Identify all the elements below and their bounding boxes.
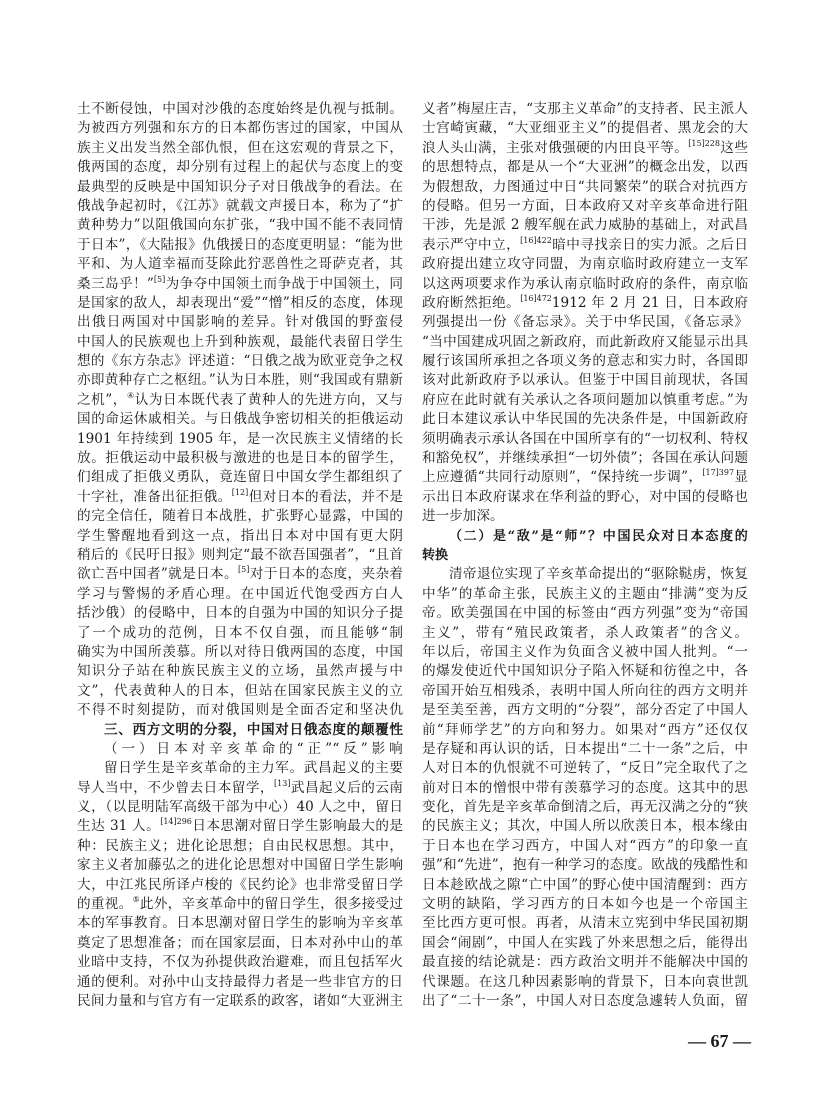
- text-segment: 国会“闹剧”，中国人在实践了外来思想之后，能得出: [422, 934, 748, 951]
- text-segment: 该对此新政府予以承认。但鉴于中国目前现状，各国: [422, 372, 748, 389]
- text-segment: 出俄日两国对中国影响的差异。针对俄国的野蛮侵: [77, 314, 403, 331]
- text-segment: 本的军事教育。日本思潮对留日学生的影响为辛亥革: [77, 915, 403, 932]
- text-segment: 人对日本的仇恨就不可逆转了，“反日”完全取代了之: [422, 760, 748, 777]
- text-line: [422, 158, 748, 177]
- citation-superscript: [15]228: [688, 138, 720, 148]
- text-segment: 导人当中，不少曾去日本留学，: [77, 779, 275, 796]
- text-line: [77, 934, 403, 953]
- text-segment: 最直接的结论就是：西方政治文明并不能解决中国的: [422, 954, 748, 971]
- text-line: [77, 604, 403, 623]
- text-line: [77, 449, 403, 468]
- text-line: [422, 119, 748, 138]
- text-line: [77, 236, 403, 255]
- text-line: [77, 294, 403, 313]
- text-segment: 业暗中支持，不仅为孙提供政治避难，而且包括军火: [77, 954, 403, 971]
- page-number: — 67 —: [688, 1031, 751, 1051]
- text-line: [422, 643, 748, 662]
- citation-superscript: [17]397: [702, 468, 735, 478]
- text-segment: 奠定了思想准备；而在国家层面，日本对孙中山的革: [77, 934, 403, 951]
- text-line: [77, 507, 403, 526]
- text-line: [77, 371, 403, 390]
- text-segment: 和豁免权”，并继续承担“一切外债”；各国在承认问题: [422, 450, 748, 467]
- text-segment: 义者”梅屋庄吉，“支那主义革命”的支持者、民主派人: [422, 101, 748, 117]
- text-line: [77, 391, 403, 410]
- text-segment: 1901 年持续到 1905 年，是一次民族主义情绪的长: [77, 430, 403, 447]
- text-line: [77, 178, 403, 197]
- text-segment: “当中国建成巩固之新政府，而此新政府又能显示出具: [422, 333, 748, 350]
- text-line: [77, 119, 403, 138]
- text-segment: 清帝退位实现了辛亥革命提出的“驱除鞑虏，恢复: [449, 566, 748, 583]
- text-line: [422, 294, 748, 313]
- text-line: [422, 662, 748, 681]
- text-line: [422, 817, 748, 836]
- text-line: [77, 837, 403, 856]
- text-line: [422, 488, 748, 507]
- text-segment: 于日本也在学习西方，中国人对“西方”的印象一直: [422, 837, 748, 854]
- text-line: [422, 197, 748, 216]
- text-segment: 变化，首先是辛亥革命倒清之后，再无汉满之分的“狭: [422, 799, 748, 816]
- text-line: [422, 837, 748, 856]
- text-segment: （一）日本对辛亥革命的“正”“反”影响: [104, 740, 403, 757]
- text-segment: 履行该国所承担之各项义务的意志和实力时，各国即: [422, 353, 748, 370]
- text-line: [77, 197, 403, 216]
- text-segment: 强”和“先进”，抱有一种学习的态度。欧战的残酷性和: [422, 857, 748, 874]
- text-segment: 前对日本的憎恨中带有羡慕学习的态度。这其中的思: [422, 779, 748, 796]
- text-segment: 帝国开始互相残杀，表明中国人所向往的西方文明并: [422, 682, 748, 699]
- text-line: [422, 740, 748, 759]
- text-line: [422, 895, 748, 914]
- text-segment: 但对日本的看法，并不是: [248, 488, 403, 505]
- text-line: [77, 546, 403, 565]
- text-segment: 是国家的敌人，却表现出“爱”“憎”相反的态度，体现: [77, 294, 403, 311]
- text-line: [422, 371, 748, 390]
- text-segment: 主义”，带有“殖民政策者，杀人政策者”的含义。: [422, 624, 748, 641]
- text-line: [77, 527, 403, 546]
- section-heading: [422, 546, 748, 565]
- text-line: [422, 624, 748, 643]
- text-line: [77, 895, 403, 914]
- text-line: [77, 973, 403, 992]
- text-segment: 俄战争起初时，《江苏》就载文声援日本，称为了“扩: [77, 197, 403, 214]
- text-segment: 政府断然拒绝。: [422, 294, 521, 311]
- text-line: [422, 507, 748, 526]
- text-line: [422, 934, 748, 953]
- text-segment: 列强提出一份《备忘录》。关于中华民国，《备忘录》: [422, 314, 748, 331]
- text-line: [77, 643, 403, 662]
- text-line: [422, 682, 748, 701]
- text-segment: 不得不时刻提防，而对俄国则是全面否定和坚决仇: [77, 702, 403, 719]
- citation-superscript: [5]: [153, 274, 166, 284]
- text-line: [422, 876, 748, 895]
- text-segment: 中华”的革命主张，民族主义的主题由“排满”变为反: [422, 585, 748, 602]
- text-line: [422, 701, 748, 720]
- text-segment: 之机”，: [77, 391, 127, 408]
- text-line: [77, 410, 403, 429]
- text-line: [422, 779, 748, 798]
- text-line: [77, 100, 403, 119]
- text-segment: 出了“二十一条”，中国人对日态度急遽转人负面，留: [422, 992, 748, 1009]
- text-segment: 以这两项要求作为承认南京临时政府的条件，南京临: [422, 275, 748, 292]
- text-segment: 是存疑和再认识的话，日本提出“二十一条”之后，中: [422, 740, 748, 757]
- text-segment: 括沙俄）的侵略中，日本的自强为中国的知识分子提: [77, 605, 403, 622]
- text-line: [422, 992, 748, 1011]
- text-line: [422, 973, 748, 992]
- text-segment: 上应遵循“共同行动原则”，“保持统一步调”，: [422, 469, 703, 486]
- text-line: [422, 468, 748, 487]
- text-segment: 学生警醒地看到这一点，指出日本对中国有更大阴: [77, 527, 403, 544]
- text-segment: 了一个成功的范例，日本不仅自强，而且能够“制: [77, 624, 403, 641]
- text-segment: 于日本”，《大陆报》仇俄援日的态度更明显：“能为世: [77, 236, 403, 253]
- text-line: [422, 604, 748, 623]
- citation-superscript: [12]: [231, 487, 249, 497]
- text-line: [77, 158, 403, 177]
- text-line: [77, 856, 403, 875]
- text-segment: 家主义者加藤弘之的进化论思想对中国留日学生影响: [77, 857, 403, 874]
- text-segment: 的重视。: [77, 896, 133, 913]
- text-segment: 中国人的民族观也上升到种族观，最能代表留日学生: [77, 333, 403, 350]
- text-segment: 亦即黄种存亡之枢纽。”认为日本胜，则“我国或有鼎新: [77, 372, 403, 389]
- text-line: [77, 817, 403, 836]
- text-segment: 代课题。在这几种因素影响的背景下，日本向袁世凯: [422, 973, 748, 990]
- text-segment: 武昌起义后的云南: [290, 779, 403, 796]
- text-segment: 至比西方更可恨。再者，从清末立宪到中华民国初期: [422, 915, 748, 932]
- text-line: [422, 856, 748, 875]
- text-line: [422, 178, 748, 197]
- citation-superscript: [13]: [274, 778, 291, 788]
- text-segment: 最典型的反映是中国知识分子对日俄战争的看法。在: [77, 178, 403, 195]
- text-segment: 桑三岛乎！”: [77, 275, 154, 292]
- text-segment: 对于日本的态度，夹杂着: [249, 566, 403, 583]
- left-column: [77, 100, 403, 1011]
- text-line: [77, 992, 403, 1011]
- text-segment: 三、西方文明的分裂，中国对日俄态度的颠覆性: [104, 721, 403, 738]
- text-line: [77, 565, 403, 584]
- text-line: [422, 565, 748, 584]
- text-segment: 须明确表示承认各国在中国所享有的“一切权利、特权: [422, 430, 748, 447]
- text-segment: 浪人头山满，主张对俄强硬的内田良平等。: [422, 139, 689, 156]
- text-segment: 黄种势力”以阻俄国向东扩张，“我中国不能不表同情: [77, 217, 403, 234]
- text-segment: 士宫崎寅藏，“大亚细亚主义”的提倡者、黑龙会的大: [422, 120, 748, 137]
- text-segment: 是至美至善，西方文明的“分裂”，部分否定了中国人: [422, 702, 748, 719]
- text-line: [422, 100, 748, 119]
- text-segment: 的民族主义；其次，中国人所以欣羡日本，根本缘由: [422, 818, 748, 835]
- section-heading: [77, 721, 403, 740]
- text-line: [77, 914, 403, 933]
- text-line: [422, 798, 748, 817]
- text-line: [422, 759, 748, 778]
- text-segment: 帝。欧美强国在中国的标签由“西方列强”变为“帝国: [422, 605, 748, 622]
- text-segment: 干涉，先是派 2 艘军舰在武力威胁的基础上，对武昌: [422, 217, 748, 234]
- text-segment: 大，中江兆民所译卢梭的《民约论》也非常受留日学: [77, 876, 403, 893]
- section-heading: [422, 527, 748, 546]
- text-line: [422, 391, 748, 410]
- text-segment: 日本趁欧战之隙“亡中国”的野心使中国清醒到：西方: [422, 876, 748, 893]
- text-line: [422, 352, 748, 371]
- text-line: [77, 352, 403, 371]
- text-segment: 土不断侵蚀，中国对沙俄的态度始终是仇视与抵制。: [77, 101, 403, 117]
- text-line: [422, 585, 748, 604]
- text-segment: 通的便利。对孙中山支持最得力者是一些非官方的日: [77, 973, 403, 990]
- section-heading: [77, 740, 403, 759]
- text-line: [77, 255, 403, 274]
- text-line: [422, 953, 748, 972]
- text-segment: 1912 年 2 月 21 日，日本政府: [551, 294, 748, 311]
- text-line: [77, 488, 403, 507]
- text-line: [77, 624, 403, 643]
- text-segment: 学习与警惕的矛盾心理。在中国近代饱受西方白人: [77, 585, 403, 602]
- text-segment: 生达 31 人。: [77, 818, 161, 835]
- text-line: [422, 410, 748, 429]
- text-line: [422, 236, 748, 255]
- text-segment: 进一步加深。: [422, 508, 504, 525]
- text-line: [77, 430, 403, 449]
- text-segment: 示出日本政府谋求在华利益的野心，对中国的侵略也: [422, 488, 748, 505]
- text-segment: 放。拒俄运动中最积极与激进的也是日本的留学生，: [77, 450, 403, 467]
- text-line: [422, 216, 748, 235]
- text-segment: 显: [734, 469, 748, 486]
- text-segment: 知识分子站在种族民族主义的立场，虽然声援与中: [77, 663, 403, 680]
- text-segment: 这些: [719, 139, 748, 156]
- text-segment: 政府提出建立攻守同盟，为南京临时政府建立一支军: [422, 256, 748, 273]
- text-segment: 的思想特点，都是从一个“大亚洲”的概念出发，以西: [422, 159, 748, 176]
- text-segment: 前“拜师学艺”的方向和努力。如果对“西方”还仅仅: [422, 721, 748, 738]
- text-segment: 的侵略。但另一方面，日本政府又对辛亥革命进行阻: [422, 197, 748, 214]
- text-line: [77, 682, 403, 701]
- text-line: [77, 216, 403, 235]
- text-segment: 平和、为人道幸福而芟除此狞恶兽性之哥萨克者，其: [77, 256, 403, 273]
- text-line: [77, 275, 403, 294]
- text-line: [422, 255, 748, 274]
- text-segment: 确实为中国所羡慕。所以对待日俄两国的态度，中国: [77, 643, 403, 660]
- text-segment: 表示严守中立，: [422, 236, 521, 253]
- text-segment: 稍后的《民吁日报》则判定“最不欲吾国强者”，“且首: [77, 546, 403, 563]
- text-segment: 此外，辛亥革命中的留日学生，很多接受过: [139, 896, 403, 913]
- text-segment: （二）是“敌”是“师”？中国民众对日本态度的: [449, 528, 748, 544]
- text-segment: 为假想敌，力图通过中日“共同繁荣”的联合对抗西方: [422, 178, 748, 195]
- text-segment: 义，（以昆明陆军高级干部为中心）40 人之中，留日: [77, 799, 403, 816]
- text-segment: 种：民族主义；进化论思想；自由民权思想。其中，: [77, 837, 403, 854]
- text-line: [422, 313, 748, 332]
- text-segment: 暗中寻找亲日的实力派。之后日: [551, 236, 748, 253]
- text-segment: 文明的缺陷，学习西方的日本如今也是一个帝国主: [422, 896, 748, 913]
- text-segment: 府应在此时就有关承认之各项问题加以慎重考虑。”为: [422, 391, 748, 408]
- text-segment: 的爆发使近代中国知识分子陷入怀疑和彷徨之中，各: [422, 663, 748, 680]
- text-segment: 的完全信任，随着日本战胜，扩张野心显露，中国的: [77, 508, 403, 525]
- text-line: [422, 449, 748, 468]
- text-segment: 们组成了拒俄义勇队，竟连留日中国女学生都组织了: [77, 469, 403, 486]
- text-segment: 俄两国的态度，却分别有过程上的起伏与态度上的变: [77, 159, 403, 176]
- text-segment: 为被西方列强和东方的日本都伤害过的国家，中国从: [77, 120, 403, 137]
- citation-superscript: [14]296: [160, 817, 192, 827]
- citation-superscript: [16]422: [520, 235, 552, 245]
- text-line: [77, 701, 403, 720]
- text-segment: 欲亡吾中国者”就是日本。: [77, 566, 238, 583]
- text-line: [77, 313, 403, 332]
- citation-superscript: [16]472: [520, 293, 552, 303]
- citation-superscript: ④: [126, 390, 135, 400]
- text-line: [77, 953, 403, 972]
- text-line: [422, 914, 748, 933]
- text-line: [422, 139, 748, 158]
- text-line: [422, 430, 748, 449]
- text-segment: 族主义出发当然全部仇恨，但在这宏观的背景之下，: [77, 139, 403, 156]
- text-segment: 民间力量和与官方有一定联系的政客，诸如“大亚洲主: [77, 992, 403, 1009]
- text-line: [77, 779, 403, 798]
- text-segment: 日本思潮对留日学生影响最大的是: [191, 818, 403, 835]
- text-line: [77, 585, 403, 604]
- text-line: [77, 333, 403, 352]
- text-segment: 认为日本既代表了黄种人的先进方向，又与: [134, 391, 403, 408]
- text-line: [77, 662, 403, 681]
- text-line: [422, 333, 748, 352]
- text-line: [422, 275, 748, 294]
- text-line: [422, 721, 748, 740]
- text-line: [77, 798, 403, 817]
- text-segment: 转换: [422, 547, 449, 563]
- text-segment: 年以后，帝国主义作为负面含义被中国人批判。“一: [422, 643, 748, 660]
- text-line: [77, 876, 403, 895]
- text-line: [77, 139, 403, 158]
- text-segment: 留日学生是辛亥革命的主力军。武昌起义的主要: [104, 760, 403, 777]
- text-segment: 此日本建议承认中华民国的先决条件是，中国新政府: [422, 411, 748, 428]
- text-segment: 十字社，准备出征拒俄。: [77, 488, 232, 505]
- citation-superscript: ⑤: [132, 895, 140, 905]
- text-line: [77, 759, 403, 778]
- text-segment: 文”，代表黄种人的日本，但站在国家民族主义的立: [77, 682, 403, 699]
- text-line: [77, 468, 403, 487]
- text-segment: 想的《东方杂志》评述道：“日俄之战为欧亚竞争之权: [77, 353, 403, 370]
- citation-superscript: [5]: [238, 565, 250, 575]
- text-segment: 为争夺中国领土而争战于中国领土，同: [165, 275, 403, 292]
- text-segment: 国的命运休戚相关。与日俄战争密切相关的拒俄运动: [77, 411, 403, 428]
- right-column: [422, 100, 748, 1011]
